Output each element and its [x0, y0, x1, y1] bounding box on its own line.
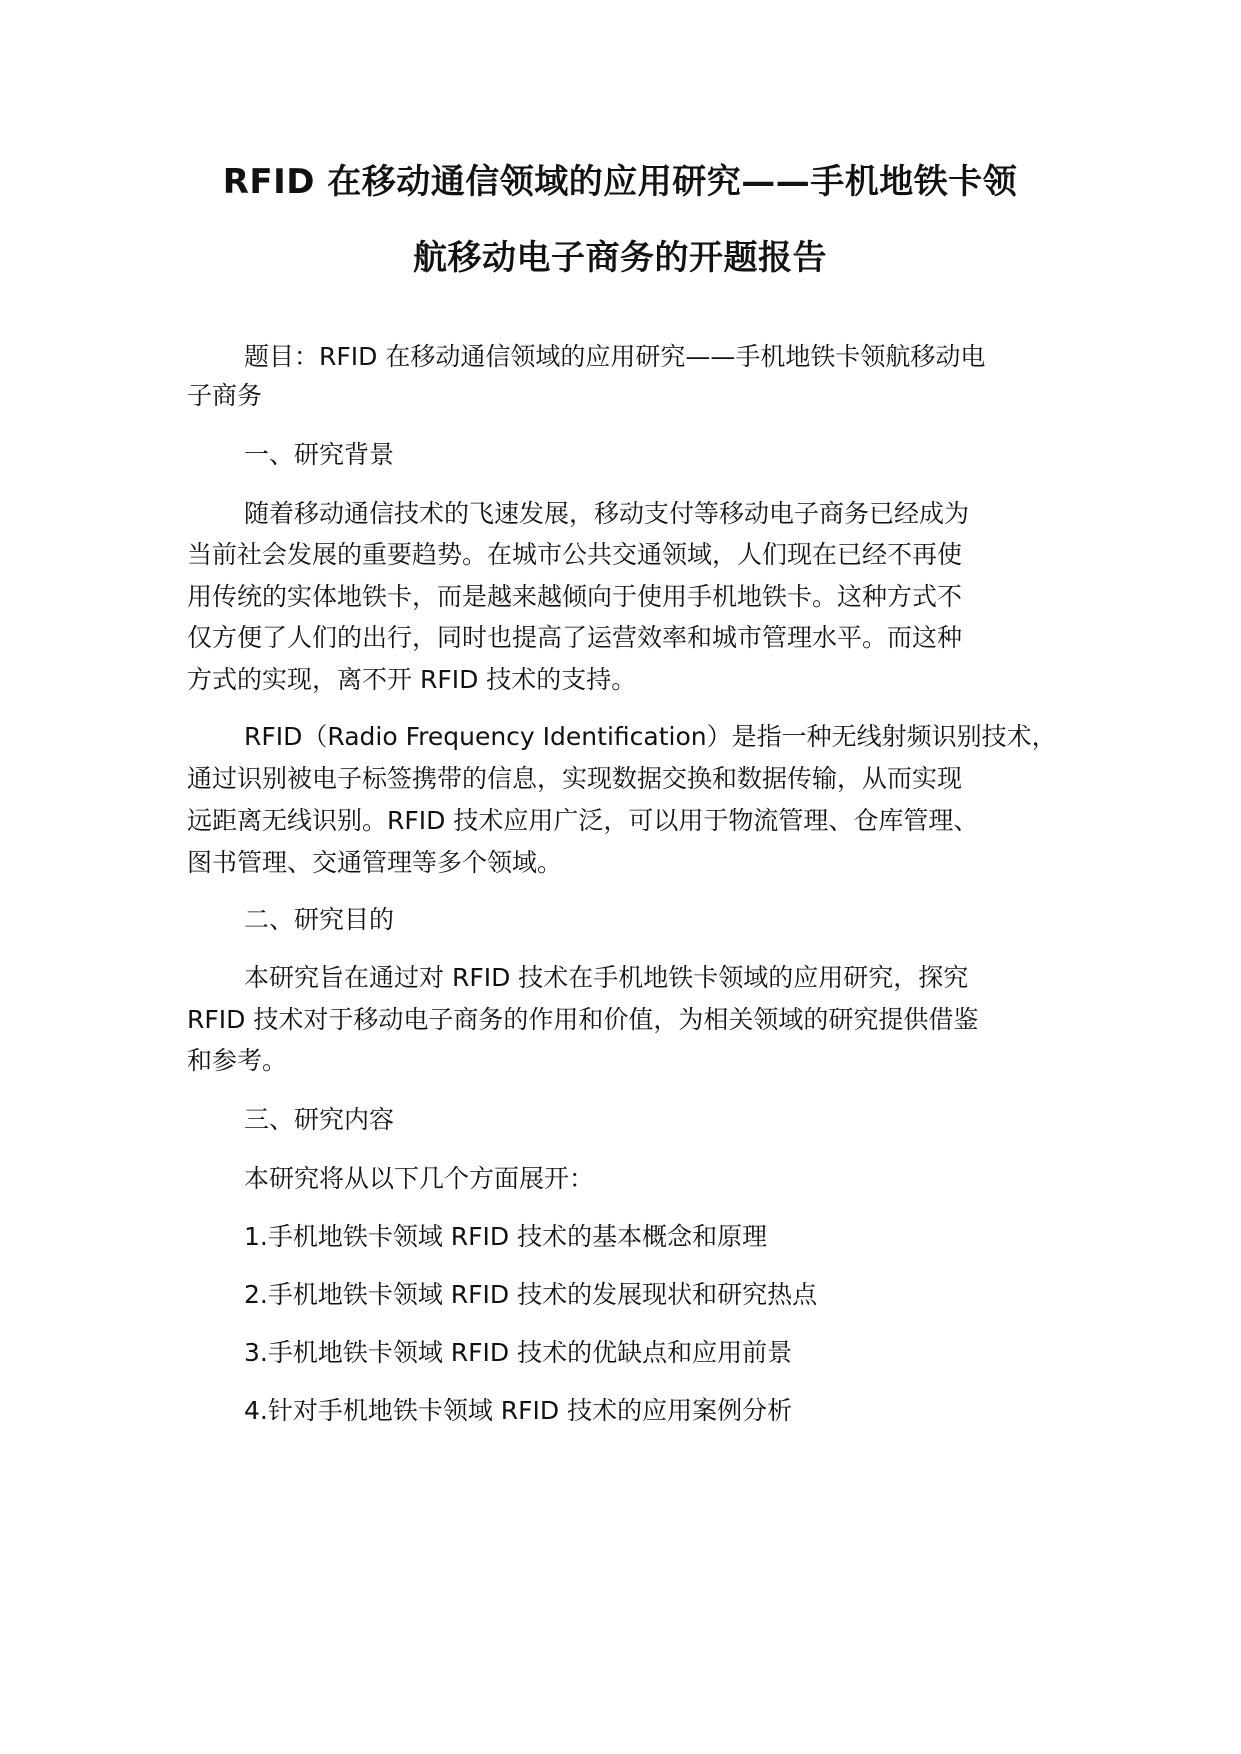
- section3-list-item: 2.手机地铁卡领域 RFID 技术的发展现状和研究热点: [244, 1280, 818, 1309]
- section1-para1-line: 当前社会发展的重要趋势。在城市公共交通领域，人们现在已经不再使: [187, 540, 963, 569]
- section3-heading: 三、研究内容: [244, 1105, 395, 1134]
- section1-para1-line: 随着移动通信技术的飞速发展，移动支付等移动电子商务已经成为: [244, 499, 970, 528]
- section3-list-item: 1.手机地铁卡领域 RFID 技术的基本概念和原理: [244, 1222, 768, 1251]
- section2-heading: 二、研究目的: [244, 905, 395, 934]
- section3-list-item: 4.针对手机地铁卡领域 RFID 技术的应用案例分析: [244, 1396, 793, 1425]
- section1-para1-line: 用传统的实体地铁卡，而是越来越倾向于使用手机地铁卡。这种方式不: [187, 582, 963, 611]
- section3-list-item: 3.手机地铁卡领域 RFID 技术的优缺点和应用前景: [244, 1338, 793, 1367]
- document-title-line-2: 航移动电子商务的开题报告: [413, 238, 827, 278]
- topic-line-2: 子商务: [187, 381, 263, 410]
- section1-para2-line: 通过识别被电子标签携带的信息，实现数据交换和数据传输，从而实现: [187, 764, 963, 793]
- section1-para1-line: 方式的实现，离不开 RFID 技术的支持。: [187, 665, 637, 694]
- section1-para1-line: 仅方便了人们的出行，同时也提高了运营效率和城市管理水平。而这种: [187, 623, 963, 652]
- section2-para-line: RFID 技术对于移动电子商务的作用和价值，为相关领域的研究提供借鉴: [187, 1005, 979, 1034]
- section3-intro: 本研究将从以下几个方面展开：: [244, 1164, 595, 1193]
- topic-line-1: 题目：RFID 在移动通信领域的应用研究——手机地铁卡领航移动电: [244, 342, 986, 371]
- section1-para2-line: 远距离无线识别。RFID 技术应用广泛，可以用于物流管理、仓库管理、: [187, 806, 979, 835]
- section1-para2-line: RFID（Radio Frequency Identification）是指一种无线射频识别技术，: [244, 722, 1057, 751]
- section2-para-line: 本研究旨在通过对 RFID 技术在手机地铁卡领域的应用研究，探究: [244, 963, 969, 992]
- section1-heading: 一、研究背景: [244, 440, 395, 469]
- document-title-line-1: RFID 在移动通信领域的应用研究——手机地铁卡领: [222, 162, 1018, 202]
- section1-para2-line: 图书管理、交通管理等多个领域。: [187, 848, 563, 877]
- section2-para-line: 和参考。: [187, 1046, 288, 1075]
